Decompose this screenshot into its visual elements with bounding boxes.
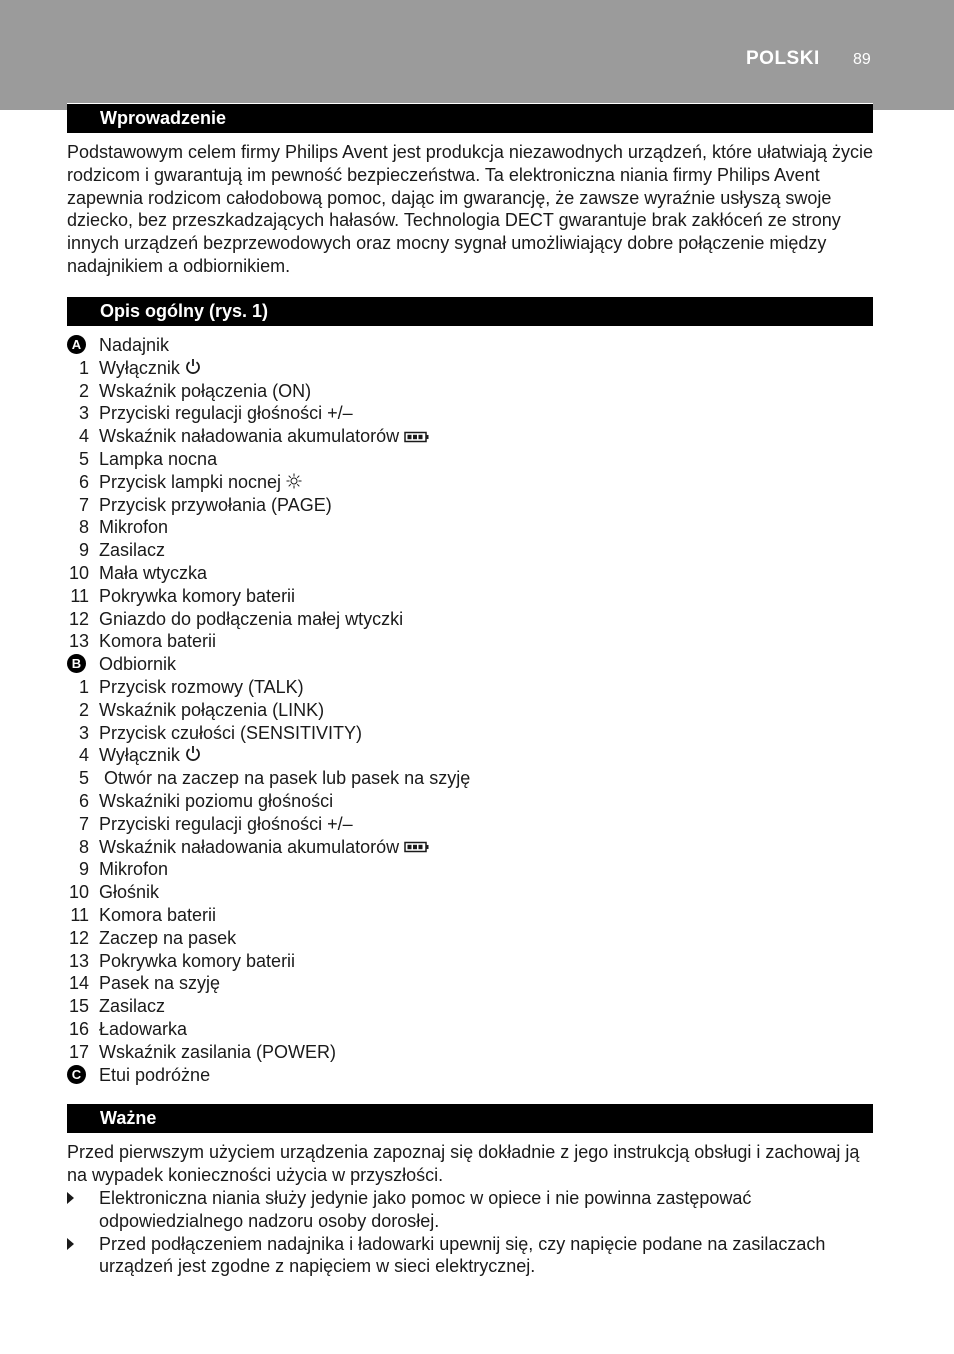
item-text: Wskaźnik naładowania akumulatorów xyxy=(99,426,400,447)
item-label xyxy=(99,608,403,631)
item-text: Nadajnik xyxy=(99,335,170,355)
item-label xyxy=(99,539,165,562)
list-item xyxy=(67,448,875,471)
item-label xyxy=(99,881,159,904)
item-label xyxy=(99,972,220,995)
item-number: 12 xyxy=(68,608,89,629)
item-number: 8 xyxy=(78,517,89,538)
section-heading-intro xyxy=(67,103,873,133)
item-text: Przyciski regulacji głośności +/– xyxy=(99,403,353,424)
item-number: 5 xyxy=(78,448,89,469)
list-item xyxy=(67,653,875,676)
item-label xyxy=(99,722,362,745)
list-item xyxy=(67,402,875,425)
item-text: Zasilacz xyxy=(99,540,166,561)
warning-text: Elektroniczna niania służy jedynie jako pomoc w opiece i nie powinna zastępować odpowiedzialnego nadzoru osoby dorosłej. xyxy=(99,1188,752,1231)
item-label xyxy=(99,402,353,425)
item-number: 1 xyxy=(78,676,89,697)
list-item xyxy=(67,836,875,859)
item-label xyxy=(99,744,201,768)
item-text: Ładowarka xyxy=(99,1018,188,1039)
sun-icon xyxy=(286,472,302,495)
item-text: Zaczep na pasek xyxy=(99,927,237,948)
item-label xyxy=(99,995,165,1018)
item-text: Zasilacz xyxy=(99,996,166,1017)
list-item xyxy=(67,585,875,608)
item-text: Gniazdo do podłączenia małej wtyczki xyxy=(99,608,404,629)
list-item xyxy=(67,334,875,357)
item-number: 1 xyxy=(78,357,89,378)
item-number: 8 xyxy=(78,836,89,857)
item-text: Wskaźnik zasilania (POWER) xyxy=(99,1041,337,1062)
item-number: 4 xyxy=(78,426,89,447)
list-item xyxy=(67,425,875,448)
item-text: Otwór na zaczep na pasek lub pasek na szyję xyxy=(99,768,471,789)
item-label xyxy=(99,858,168,881)
item-text: Wskaźnik połączenia (ON) xyxy=(99,380,312,401)
item-label xyxy=(99,790,333,813)
item-text: Przycisk lampki nocnej xyxy=(99,471,282,492)
item-label xyxy=(99,1018,187,1041)
list-item xyxy=(67,676,875,699)
list-item xyxy=(67,699,875,722)
item-text: Pokrywka komory baterii xyxy=(99,585,296,606)
item-label xyxy=(99,334,169,357)
bullet-arrow-icon xyxy=(67,1192,74,1204)
item-label xyxy=(99,494,332,517)
power-icon xyxy=(185,358,201,381)
warning-text: Przed podłączeniem nadajnika i ładowarki upewnij się, czy napięcie podane na zasilaczach urządzeń jest zgodne z napięciem w sieci elektrycznej. xyxy=(99,1233,826,1277)
item-text: Wskaźnik połączenia (LINK) xyxy=(99,699,325,720)
list-item xyxy=(67,1018,875,1041)
item-text: Przycisk czułości (SENSITIVITY) xyxy=(99,722,363,743)
item-text: Mała wtyczka xyxy=(99,562,208,583)
item-number: 13 xyxy=(68,631,89,652)
item-text: Wyłącznik xyxy=(99,745,180,766)
item-text: Głośnik xyxy=(99,882,160,903)
item-number: 5 xyxy=(78,768,89,789)
list-item xyxy=(67,972,875,995)
item-label xyxy=(99,1041,336,1064)
section-title: Ważne xyxy=(100,1108,157,1128)
item-number: 17 xyxy=(68,1041,89,1062)
list-item xyxy=(67,744,875,767)
item-number: 6 xyxy=(78,790,89,811)
item-number: 7 xyxy=(78,813,89,834)
list-item xyxy=(67,608,875,631)
item-text: Przyciski regulacji głośności +/– xyxy=(99,813,353,834)
item-label xyxy=(99,699,324,722)
item-text: Komora baterii xyxy=(99,631,217,652)
item-label xyxy=(99,1064,210,1087)
item-text: Komora baterii xyxy=(99,904,217,925)
group-marker: A xyxy=(67,335,86,354)
list-item xyxy=(67,562,875,585)
item-number: 10 xyxy=(68,882,89,903)
list-item xyxy=(67,357,875,380)
item-label xyxy=(99,904,216,927)
list-item xyxy=(67,858,875,881)
item-label xyxy=(99,836,429,860)
item-label xyxy=(99,630,216,653)
group-marker: B xyxy=(67,654,86,673)
item-number: 4 xyxy=(78,745,89,766)
important-paragraph: Przed pierwszym użyciem urządzenia zapoznaj się dokładnie z jego instrukcją obsługi i zachowaj ją na wypadek konieczności użycia w przyszłości. xyxy=(67,1142,860,1185)
intro-paragraph: Podstawowym celem firmy Philips Avent jest produkcja niezawodnych urządzeń, które ułatwiają życie rodzicom i gwarantują im pewność bezpieczeństwa. Ta elektroniczna niania firmy Philips Avent zapewnia rodzicom całodobową pomoc, dając im gwarancję, że zawsze wyraźnie usłyszą swoje dziecko, bez przeszkadzających hałasów. Technologia DECT gwarantuje brak zakłóceń ze strony innych urządzeń bezprzewodowych oraz mocny sygnał umożliwiający dobre połączenie między nadajnikiem a odbiornikiem. xyxy=(67,142,874,276)
list-item xyxy=(67,950,875,973)
item-label xyxy=(99,471,302,495)
list-item xyxy=(67,904,875,927)
item-text: Wyłącznik xyxy=(99,357,180,378)
item-number: 14 xyxy=(68,973,89,994)
item-label xyxy=(99,562,207,585)
item-label xyxy=(99,516,168,539)
list-item xyxy=(67,927,875,950)
item-text: Etui podróżne xyxy=(99,1064,211,1085)
section-heading-overview xyxy=(67,296,873,326)
page-number: 89 xyxy=(853,51,871,68)
list-item xyxy=(67,539,875,562)
list-item xyxy=(67,516,875,539)
item-number: 11 xyxy=(70,585,89,606)
item-text: Przycisk przywołania (PAGE) xyxy=(99,494,332,515)
item-number: 12 xyxy=(68,927,89,948)
list-item xyxy=(67,494,875,517)
item-text: Wskaźnik naładowania akumulatorów xyxy=(99,836,400,857)
section-title: Opis ogólny (rys. 1) xyxy=(100,301,269,321)
list-item xyxy=(67,881,875,904)
language-label: POLSKI xyxy=(746,48,820,69)
parts-list xyxy=(67,334,875,1086)
section-heading-important xyxy=(67,1103,873,1133)
list-item xyxy=(67,767,875,790)
item-label xyxy=(99,676,304,699)
item-label xyxy=(99,950,295,973)
power-icon xyxy=(185,745,201,768)
item-label xyxy=(99,425,429,449)
item-label xyxy=(99,653,176,676)
item-text: Wskaźniki poziomu głośności xyxy=(99,790,334,811)
list-item xyxy=(67,380,875,403)
warning-item xyxy=(67,1233,875,1279)
list-item xyxy=(67,471,875,494)
item-text: Odbiornik xyxy=(99,654,177,675)
section-title: Wprowadzenie xyxy=(100,108,227,128)
item-label xyxy=(99,927,236,950)
item-number: 7 xyxy=(78,494,89,515)
list-item xyxy=(67,790,875,813)
list-item xyxy=(67,813,875,836)
item-text: Lampka nocna xyxy=(99,448,218,469)
list-item xyxy=(67,630,875,653)
item-label xyxy=(99,448,217,471)
item-number: 15 xyxy=(68,996,89,1017)
item-text: Pasek na szyję xyxy=(99,973,221,994)
item-number: 9 xyxy=(78,540,89,561)
item-label xyxy=(99,585,295,608)
item-number: 13 xyxy=(68,950,89,971)
battery-icon xyxy=(404,836,429,859)
item-text: Mikrofon xyxy=(99,517,169,538)
item-label xyxy=(99,767,470,790)
list-item xyxy=(67,722,875,745)
item-number: 9 xyxy=(78,859,89,880)
list-item xyxy=(67,1041,875,1064)
item-text: Mikrofon xyxy=(99,859,169,880)
item-number: 3 xyxy=(78,403,89,424)
bullet-arrow-icon xyxy=(67,1238,74,1250)
item-number: 2 xyxy=(78,699,89,720)
item-number: 11 xyxy=(70,904,89,925)
list-item xyxy=(67,995,875,1018)
item-number: 6 xyxy=(78,471,89,492)
warning-item xyxy=(67,1187,875,1233)
list-item xyxy=(67,1064,875,1087)
item-label xyxy=(99,813,353,836)
header-band xyxy=(0,0,954,110)
warning-list xyxy=(67,1187,875,1278)
battery-icon xyxy=(404,426,429,449)
item-text: Pokrywka komory baterii xyxy=(99,950,296,971)
item-label xyxy=(99,357,201,381)
item-text: Przycisk rozmowy (TALK) xyxy=(99,676,304,697)
item-number: 10 xyxy=(68,562,89,583)
item-number: 3 xyxy=(78,722,89,743)
item-label xyxy=(99,380,311,403)
item-number: 16 xyxy=(68,1018,89,1039)
item-number: 2 xyxy=(78,380,89,401)
group-marker: C xyxy=(67,1065,86,1084)
